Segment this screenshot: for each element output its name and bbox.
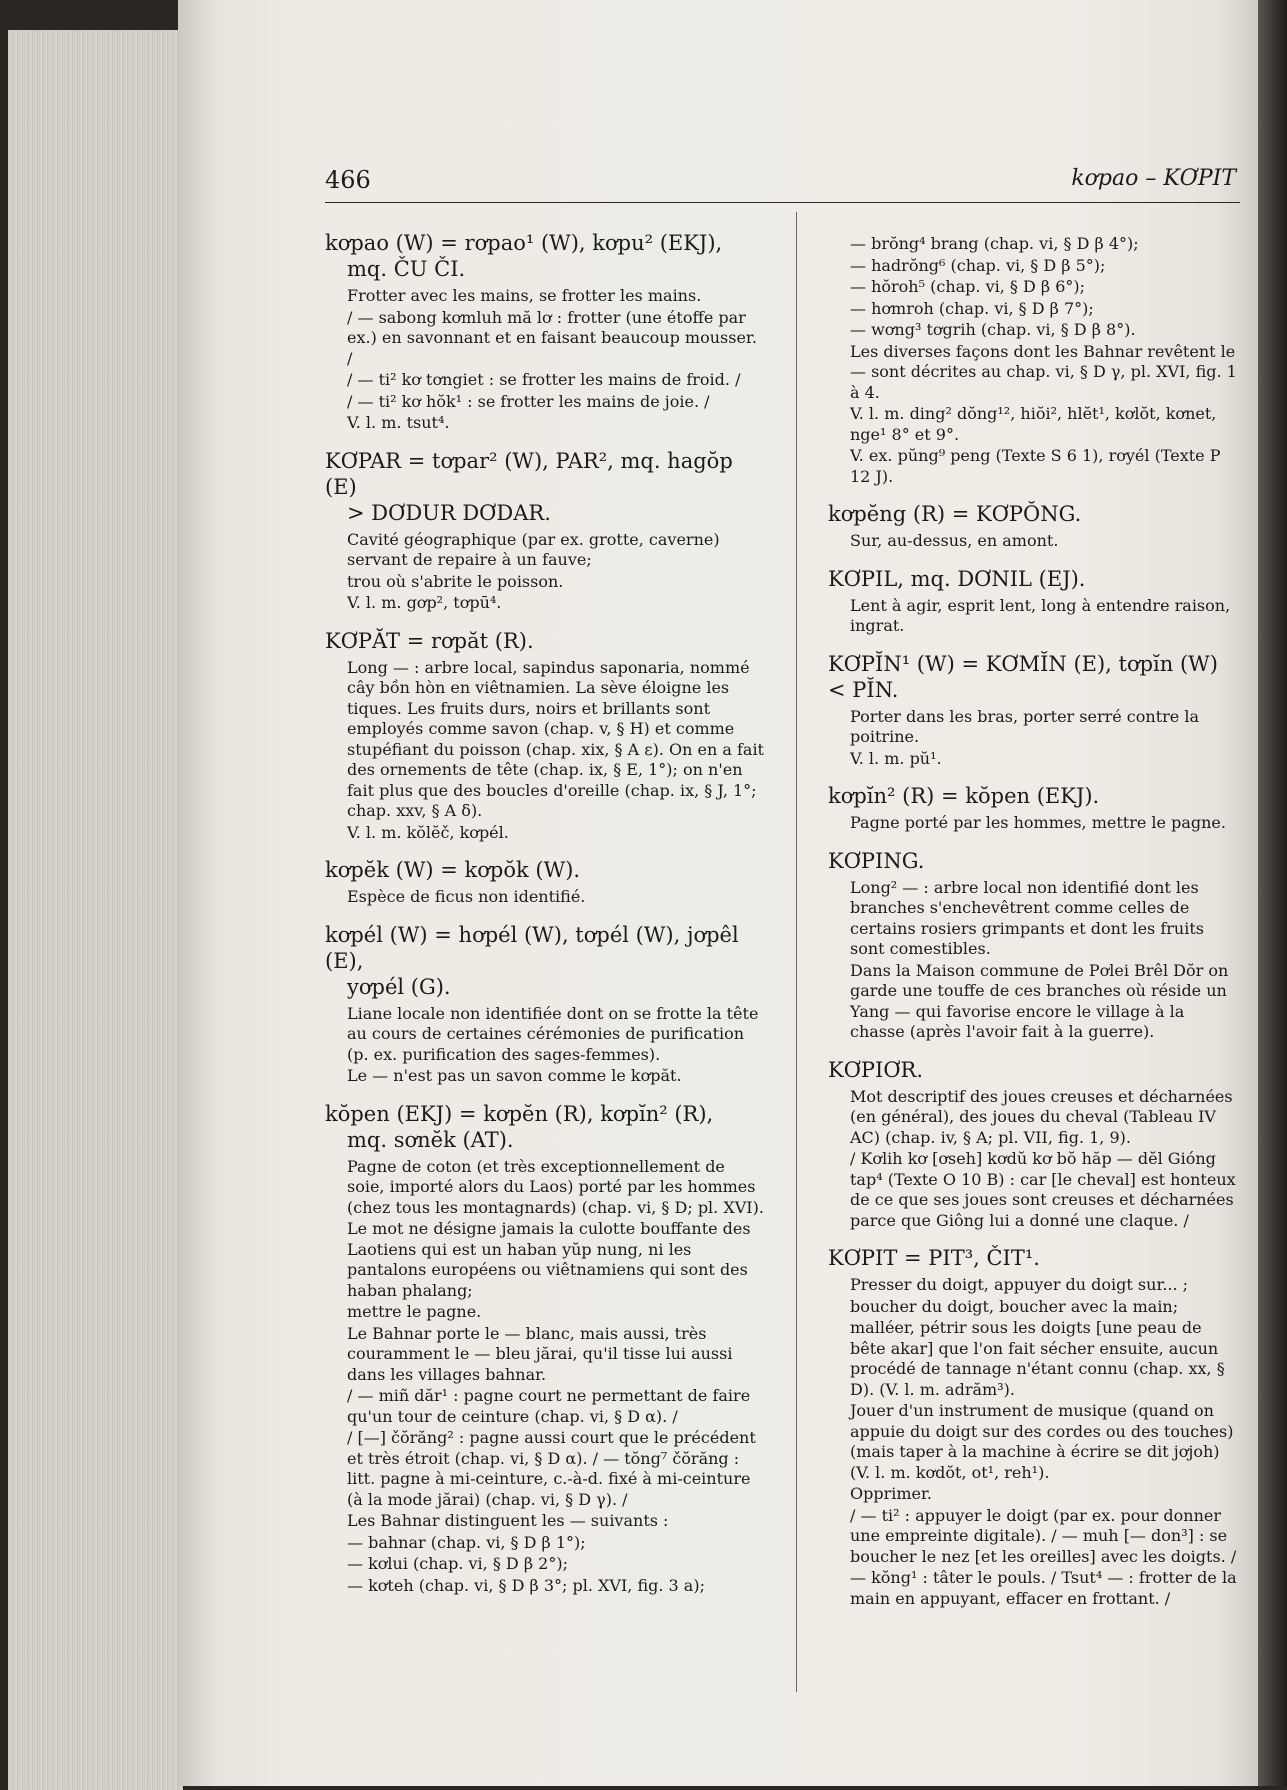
definition-line: — hơmroh (chap. vi, § D β 7°); xyxy=(850,298,1094,318)
definition-line: mettre le pagne. xyxy=(347,1302,482,1321)
definition-line: Liane locale non identifiée dont on se frotte la tête au cours de certaines cérémonies de purification (p. ex. purification des sages-femmes). xyxy=(347,1003,759,1064)
definition-line: / — sabong kơmluh mă lơ : frotter (une étoffe par ex.) en savonnant et en faisant beaucoup mousser. / xyxy=(347,307,757,368)
dictionary-entry xyxy=(828,651,1238,770)
definition-line: — wơng³ tơgrih (chap. vi, § D β 8°). xyxy=(850,320,1136,339)
definition-line: — hŏroh⁵ (chap. vi, § D β 6°); xyxy=(850,277,1086,296)
dictionary-entry xyxy=(325,230,767,434)
headword-continuation: mq. ČU ČI. xyxy=(347,257,466,281)
dictionary-entry xyxy=(828,1057,1238,1232)
entry-headword xyxy=(325,628,767,654)
entry-headword xyxy=(828,783,1238,809)
column-divider xyxy=(796,212,797,1692)
definition-line: Lent à agir, esprit lent, long à entendre raison, ingrat. xyxy=(850,595,1231,635)
entry-headword xyxy=(325,1101,767,1153)
definition-line: Opprimer. xyxy=(850,1484,932,1503)
entry-definition xyxy=(325,530,767,614)
headword-text: kơpĕng (R) = KƠPŎNG. xyxy=(828,502,1082,526)
headword-text: kơpĕk (W) = kơpŏk (W). xyxy=(325,858,581,882)
entry-definition xyxy=(828,707,1238,770)
page-number: 466 xyxy=(325,166,371,194)
definition-line: Espèce de ficus non identifié. xyxy=(347,887,586,906)
dictionary-entry xyxy=(828,783,1238,834)
headword-text: KƠPĂT = rơpăt (R). xyxy=(325,628,534,653)
definition-line: V. ex. pŭng⁹ peng (Texte S 6 1), rơyél (Texte P 12 J). xyxy=(850,446,1221,486)
headword-continuation: yơpél (G). xyxy=(347,974,451,999)
dictionary-entry xyxy=(828,1245,1238,1609)
entry-headword xyxy=(828,848,1238,874)
definition-line: — kơlui (chap. vi, § D β 2°); xyxy=(347,1554,568,1573)
entry-definition xyxy=(325,286,767,434)
dictionary-entry xyxy=(828,501,1238,552)
headword-text: kơpao (W) = rơpao¹ (W), kơpu² (EKJ), xyxy=(325,231,723,255)
definition-line: V. l. m. ding² dŏng¹², hiŏi², hlĕt¹, kơlŏt, kơnet, nge¹ 8° et 9°. xyxy=(850,404,1217,444)
definition-line: — brŏng⁴ brang (chap. vi, § D β 4°); xyxy=(850,234,1139,253)
entry-definition xyxy=(828,1275,1238,1609)
definition-line: Pagne de coton (et très exceptionnellement de soie, importé alors du Laos) porté par les hommes (chez tous les montagnards) (chap. vi, § D; pl. XVI). xyxy=(347,1156,764,1217)
headword-text: KƠPIT = PIT³, ČIT¹. xyxy=(828,1246,1040,1270)
dictionary-entry xyxy=(325,628,767,844)
entry-headword xyxy=(828,651,1238,703)
page-stack-edge xyxy=(8,30,183,1790)
definition-line: V. l. m. gơp², tơpū⁴. xyxy=(347,593,502,612)
left-column xyxy=(325,230,767,1610)
definition-line: / Kơlih kơ [ơseh] kơdŭ kơ bŏ hăp — dĕl Gióng tap⁴ (Texte O 10 B) : car [le cheval] est honteux de ce que ses joues sont creuses et décharnées parce que Giông lui a donné une claque. / xyxy=(850,1149,1236,1230)
headword-text: kŏpen (EKJ) = kơpĕn (R), kơpĭn² (R), xyxy=(325,1101,714,1126)
definition-line: — bahnar (chap. vi, § D β 1°); xyxy=(347,1532,586,1552)
entry-headword xyxy=(828,501,1238,527)
entry-definition xyxy=(828,234,1238,487)
running-head: kơpao – KƠPIT xyxy=(1071,166,1236,191)
definition-line: Presser du doigt, appuyer du doigt sur... ; xyxy=(850,1275,1189,1294)
headword-text: KƠPĬN¹ (W) = KƠMĬN (E), tơpĭn (W) < PĬN. xyxy=(828,651,1218,702)
entry-definition xyxy=(325,887,767,908)
entry-definition xyxy=(828,1087,1238,1232)
definition-line: / — ti² : appuyer le doigt (par ex. pour donner une empreinte digitale). / — muh [— don³] : se boucher le nez [et les oreilles] avec les doigts. / xyxy=(850,1505,1237,1566)
entry-definition xyxy=(828,531,1238,552)
headword-text: KƠPAR = tơpar² (W), PAR², mq. hagŏp (E) xyxy=(325,448,733,499)
definition-line: Frotter avec les mains, se frotter les mains. xyxy=(347,286,702,305)
definition-line: — kŏng¹ : tâter le pouls. / Tsut⁴ — : frotter de la main en appuyant, effacer en frottant. / xyxy=(850,1568,1237,1608)
entry-headword xyxy=(325,857,767,883)
entry-definition xyxy=(828,596,1238,637)
definition-line: Le — n'est pas un savon comme le kơpăt. xyxy=(347,1066,682,1085)
entry-headword xyxy=(828,1245,1238,1271)
definition-line: malléer, pétrir sous les doigts [une peau de bête akar] que l'on fait sécher ensuite, aucun procédé de tannage n'étant connu (chap. xx, § D). (V. l. m. adrăm³). xyxy=(850,1318,1225,1399)
entry-definition xyxy=(828,813,1238,834)
definition-line: V. l. m. tsut⁴. xyxy=(347,413,450,432)
definition-line: trou où s'abrite le poisson. xyxy=(347,571,564,591)
definition-line: Les diverses façons dont les Bahnar revêtent le — sont décrites au chap. vi, § D γ, pl. XVI, fig. 1 à 4. xyxy=(850,341,1237,402)
entry-headword xyxy=(325,230,767,282)
headword-continuation: > DƠDUR DƠDAR. xyxy=(347,500,551,525)
headword-text: kơpĭn² (R) = kŏpen (EKJ). xyxy=(828,784,1100,808)
headword-text: KƠPIƠR. xyxy=(828,1057,924,1082)
definition-line: Long² — : arbre local non identifié dont les branches s'enchevêtrent comme celles de certains rosiers grimpants et dont les fruits sont comestibles. xyxy=(850,877,1204,958)
definition-line: Long — : arbre local, sapindus saponaria, nommé cây bồn hòn en viêtnamien. La sève éloigne les tiques. Les fruits durs, noirs et brillants sont employés comme savon (chap. v, § H) et comme stupéfiant du poisson (chap. xix, § A ε). On en a fait des ornements de tête (chap. ix, § E, 1°); on n'en fait plus que des boucles d'oreille (chap. ix, § J, 1°; chap. xxv, § A δ). xyxy=(347,657,764,820)
dictionary-entry xyxy=(325,922,767,1087)
definition-line: V. l. m. kŏlĕč, kơpél. xyxy=(347,822,509,842)
entry-headword xyxy=(828,1057,1238,1083)
dictionary-entry xyxy=(325,448,767,614)
definition-line: Le Bahnar porte le — blanc, mais aussi, très couramment le — bleu jărai, qu'il tisse lui aussi dans les villages bahnar. xyxy=(347,1323,733,1384)
headword-text: KƠPIL, mq. DƠNIL (EJ). xyxy=(828,566,1086,591)
definition-line: / — miñ dăr¹ : pagne court ne permettant de faire qu'un tour de ceinture (chap. vi, § D α). / xyxy=(347,1386,751,1426)
headword-text: kơpél (W) = hơpél (W), tơpél (W), jơpêl (E), xyxy=(325,922,739,973)
entry-headword xyxy=(325,922,767,1000)
definition-line: Les Bahnar distinguent les — suivants : xyxy=(347,1511,669,1530)
dictionary-entry xyxy=(828,566,1238,637)
definition-line: / [—] čŏrăng² : pagne aussi court que le précédent et très étroit (chap. vi, § D α). / — tŏng⁷ čŏrăng : litt. pagne à mi-ceinture, c.-à-d. fixé à mi-ceinture (à la mode jărai) (chap. vi, § D γ). / xyxy=(347,1428,756,1509)
dictionary-entry xyxy=(828,234,1238,487)
definition-line: Cavité géographique (par ex. grotte, caverne) servant de repaire à un fauve; xyxy=(347,529,720,569)
entry-definition xyxy=(828,878,1238,1043)
dictionary-entry xyxy=(828,848,1238,1043)
definition-line: / — ti² kơ tơngiet : se frotter les mains de froid. / xyxy=(347,370,741,389)
entry-definition xyxy=(325,1004,767,1087)
definition-line: V. l. m. pŭ¹. xyxy=(850,748,942,768)
definition-line: Pagne porté par les hommes, mettre le pagne. xyxy=(850,813,1226,832)
definition-line: Le mot ne désigne jamais la culotte bouffante des Laotiens qui est un haban yŭp nung, ni les pantalons européens ou viêtnamiens qui sont des haban phalang; xyxy=(347,1219,751,1300)
entry-headword xyxy=(828,566,1238,592)
definition-line: — hadrŏng⁶ (chap. vi, § D β 5°); xyxy=(850,255,1106,275)
entry-headword xyxy=(325,448,767,526)
definition-line: Dans la Maison commune de Pơlei Brêl Dŏr on garde une touffe de ces branches où réside un Yang — qui favorise encore le village à la chasse (après l'avoir fait à la guerre). xyxy=(850,960,1229,1041)
definition-line: / — ti² kơ hŏk¹ : se frotter les mains de joie. / xyxy=(347,391,710,411)
headword-text: KƠPING. xyxy=(828,848,925,873)
right-column xyxy=(828,230,1238,1623)
definition-line: Jouer d'un instrument de musique (quand on appuie du doigt sur des cordes ou des touches) (mais taper à la machine à écrire se dit jơjoh) (V. l. m. kơdŏt, ot¹, reh¹). xyxy=(850,1401,1234,1482)
headword-continuation: mq. sơnĕk (AT). xyxy=(347,1127,514,1152)
definition-line: Mot descriptif des joues creuses et décharnées (en général), des joues du cheval (Tableau IV AC) (chap. iv, § A; pl. VII, fig. 1, 9). xyxy=(850,1086,1233,1147)
dictionary-entry xyxy=(325,857,767,908)
entry-definition xyxy=(325,1157,767,1597)
entry-definition xyxy=(325,658,767,844)
dictionary-entry xyxy=(325,1101,767,1597)
page-header xyxy=(325,162,1240,203)
facing-page-edge xyxy=(1258,0,1287,1786)
definition-line: — kơteh (chap. vi, § D β 3°; pl. XVI, fig. 3 a); xyxy=(347,1575,705,1595)
definition-line: Sur, au-dessus, en amont. xyxy=(850,531,1059,550)
definition-line: Porter dans les bras, porter serré contre la poitrine. xyxy=(850,706,1199,746)
definition-line: boucher du doigt, boucher avec la main; xyxy=(850,1296,1179,1316)
